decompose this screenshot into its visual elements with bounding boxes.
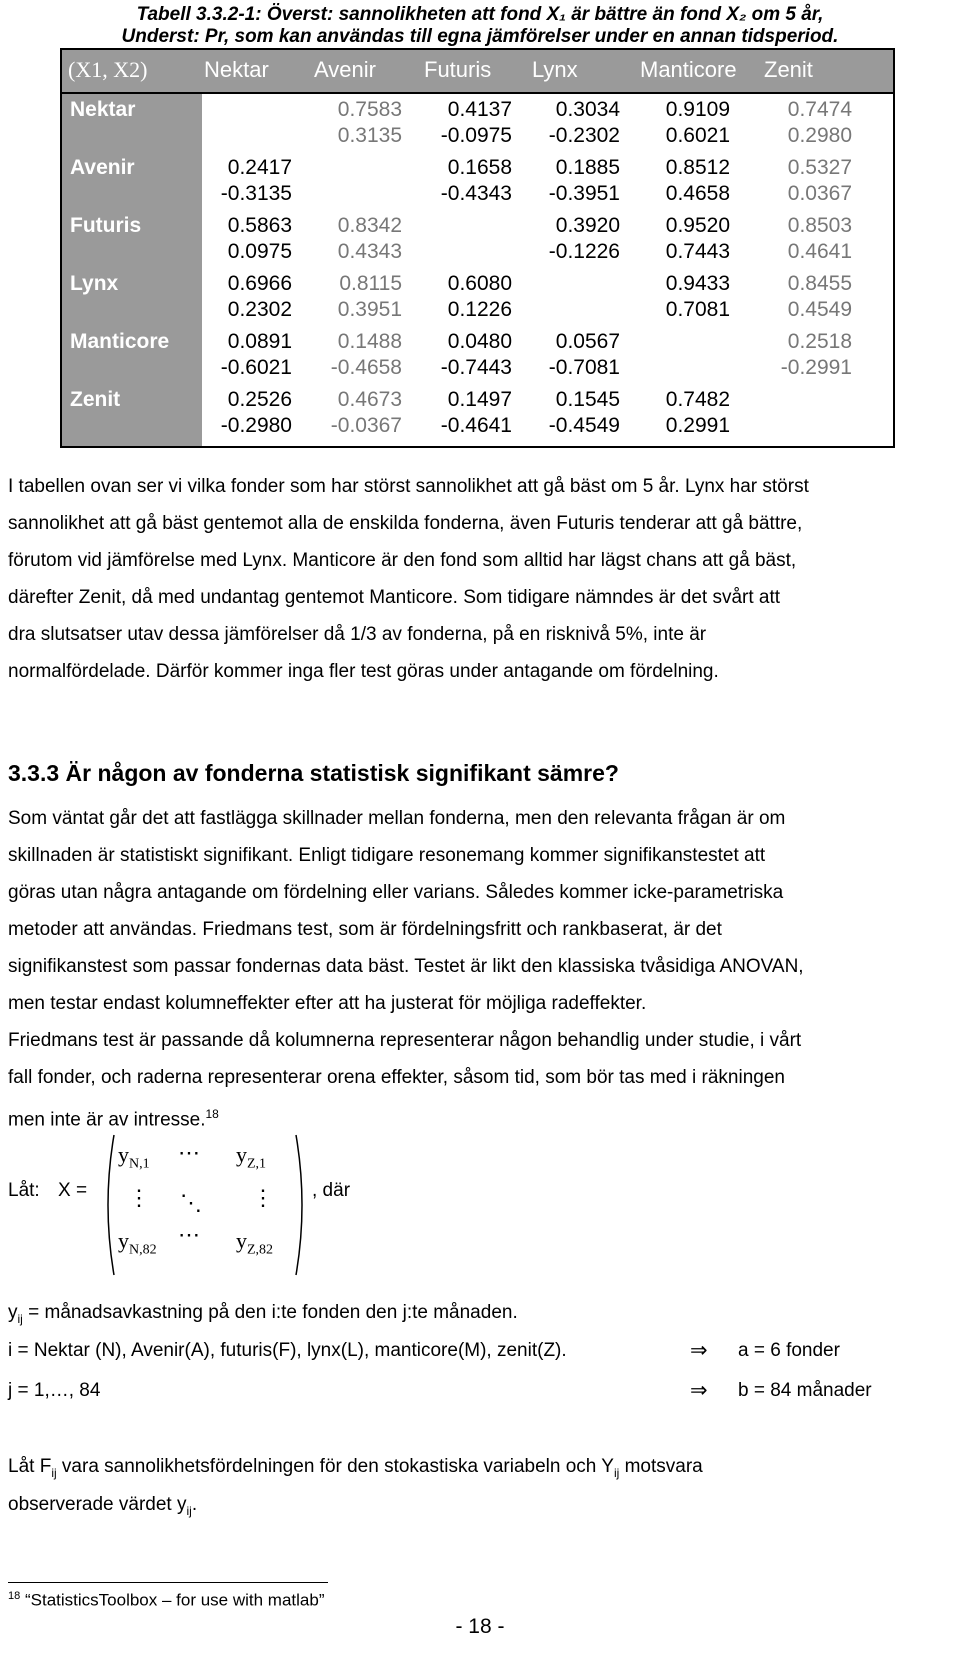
paragraph-3-line: men inte är av intresse.$^{18}$ <box>8 1107 219 1131</box>
probability-value: 0.1497 <box>447 388 512 411</box>
pr-value: -0.0367 <box>330 414 402 437</box>
paragraph-2-line: Som väntat går det att fastlägga skillnader mellan fonderna, men den relevanta frågan är om <box>8 808 786 829</box>
probability-value: 0.2526 <box>227 388 292 411</box>
header-zenit: Zenit <box>764 57 813 82</box>
pr-value: -0.4343 <box>440 182 512 205</box>
pr-value: 0.4658 <box>665 182 730 205</box>
probability-value: 0.8342 <box>337 214 402 237</box>
row-label: Avenir <box>70 156 135 179</box>
paragraph-2 <box>8 800 958 1138</box>
a-definition: a = 6 fonder <box>738 1340 840 1361</box>
probability-value: 0.9520 <box>665 214 730 237</box>
b-definition: b = 84 månader <box>738 1380 872 1401</box>
probability-value: 0.0480 <box>447 330 512 353</box>
probability-value: 0.1488 <box>337 330 402 353</box>
probability-value: 0.9109 <box>665 98 730 121</box>
pr-value: -0.1226 <box>548 240 620 263</box>
pr-value: 0.4343 <box>337 240 402 263</box>
matrix-entry-n1: $y_{N,1}$ <box>118 1142 150 1172</box>
paragraph-1-line: förutom vid jämförelse med Lynx. Manticore är den fond som alltid har lägst chans att gå bäst, <box>8 550 797 571</box>
header-corner: (X1, X2) <box>68 57 148 82</box>
header-avenir: Avenir <box>314 57 376 82</box>
probability-value: 0.1885 <box>555 156 620 179</box>
pr-value: 0.7081 <box>665 298 730 321</box>
pr-value: 0.3135 <box>337 124 402 147</box>
probability-value: 0.4673 <box>337 388 402 411</box>
paragraph-1-line: I tabellen ovan ser vi vilka fonder som har störst sannolikhet att gå bäst om 5 år. Lynx har störst <box>8 476 809 497</box>
svg-text:⋯: ⋯ <box>178 1140 200 1165</box>
pr-value: -0.4549 <box>548 414 620 437</box>
probability-value: 0.0567 <box>555 330 620 353</box>
header-manticore: Manticore <box>640 57 737 82</box>
paragraph-3-line: fall fonder, och raderna representerar orena effekter, såsom tid, som bör tas med i räkningen <box>8 1067 785 1088</box>
svg-text:⋱: ⋱ <box>180 1190 202 1215</box>
header-lynx: Lynx <box>532 57 578 82</box>
probability-value: 0.5327 <box>787 156 852 179</box>
pr-value: 0.2302 <box>227 298 292 321</box>
paragraph-2-line: metoder att användas. Friedmans test, som är fördelningsfritt och rankbaserat, är det <box>8 919 722 940</box>
caption-line-1: Tabell 3.3.2-1: Överst: sannolikheten att fond X₁ är bättre än fond X₂ om 5 år, <box>136 4 824 25</box>
pr-value: -0.4658 <box>330 356 402 379</box>
pr-value: -0.7081 <box>548 356 620 379</box>
header-futuris: Futuris <box>424 57 492 82</box>
page-number: - 18 - <box>455 1615 505 1638</box>
pr-value: -0.3951 <box>548 182 620 205</box>
row-label: Lynx <box>70 272 119 295</box>
pr-value: -0.6021 <box>220 356 292 379</box>
paragraph-2-line: göras utan några antagande om fördelning eller varians. Således kommer icke-parametriska <box>8 882 784 903</box>
table-header <box>62 50 893 94</box>
footnote: $^{18}$ “StatisticsToolbox – for use with matlab” <box>8 1590 325 1610</box>
paragraph-1-line: därefter Zenit, då med undantag gentemot Manticore. Som tidigare nämndes är det svårt att <box>8 587 781 608</box>
svg-text:⋮: ⋮ <box>128 1185 150 1210</box>
implies-icon: ⇒ <box>690 1379 708 1402</box>
probability-value: 0.7482 <box>665 388 730 411</box>
probability-table <box>60 48 895 448</box>
pr-value: -0.0975 <box>440 124 512 147</box>
row-label: Futuris <box>70 214 142 237</box>
probability-value: 0.8512 <box>665 156 730 179</box>
pr-value: 0.4549 <box>787 298 852 321</box>
probability-value: 0.7474 <box>787 98 852 121</box>
header-nektar: Nektar <box>204 57 269 82</box>
pr-value: 0.6021 <box>665 124 730 147</box>
paragraph-4-line-1: Låt $F_{ij}$ vara sannolikhetsfördelningen för den stokastiska variabeln och $Y_{ij}$ motsvara <box>8 1456 703 1480</box>
probability-value: 0.3920 <box>555 214 620 237</box>
table-caption <box>60 4 900 48</box>
svg-text:⋯: ⋯ <box>178 1222 200 1247</box>
probability-value: 0.9433 <box>665 272 730 295</box>
probability-value: 0.4137 <box>447 98 512 121</box>
pr-value: -0.3135 <box>220 182 292 205</box>
row-label: Manticore <box>70 330 170 353</box>
probability-value: 0.1545 <box>555 388 620 411</box>
matrix-definition <box>0 1130 960 1280</box>
row-label: Zenit <box>70 388 121 411</box>
footnote-ref[interactable]: 18 <box>205 1107 219 1121</box>
pr-value: 0.3951 <box>337 298 402 321</box>
pr-value: -0.4641 <box>440 414 512 437</box>
paragraph-1-line: dra slutsatser utav dessa jämförelser då 1/3 av fonderna, på en risknivå 5%, inte är <box>8 624 707 645</box>
x-equals: X = <box>58 1180 88 1201</box>
i-definition: i = Nektar (N), Avenir(A), futuris(F), lynx(L), manticore(M), zenit(Z). <box>8 1340 567 1361</box>
j-definition: j = 1,…, 84 <box>8 1380 101 1401</box>
pr-value: -0.7443 <box>440 356 512 379</box>
svg-text:⋮: ⋮ <box>252 1185 274 1210</box>
probability-value: 0.6966 <box>227 272 292 295</box>
probability-value: 0.8115 <box>339 272 402 295</box>
probability-value: 0.6080 <box>447 272 512 295</box>
pr-value: 0.2980 <box>787 124 852 147</box>
pr-value: 0.4641 <box>787 240 852 263</box>
footnote-divider <box>8 1582 328 1583</box>
probability-value: 0.7583 <box>337 98 402 121</box>
paragraph-4-line-2: observerade värdet $y_{ij}$. <box>8 1494 198 1518</box>
section-heading: 3.3.3 Är någon av fonderna statistisk signifikant sämre? <box>8 760 619 786</box>
pr-value: 0.0367 <box>787 182 852 205</box>
yij-definition: $y_{ij}$ = månadsavkastning på den i:te fonden den j:te månaden. <box>8 1302 518 1326</box>
probability-value: 0.5863 <box>227 214 292 237</box>
probability-value: 0.1658 <box>447 156 512 179</box>
pr-value: -0.2302 <box>548 124 620 147</box>
paragraph-2-line: men testar endast kolumneffekter efter att ha justerat för möjliga radeffekter. <box>8 993 647 1014</box>
probability-value: 0.2518 <box>787 330 852 353</box>
paragraph-1 <box>8 468 958 690</box>
paragraph-3-line: Friedmans test är passande då kolumnerna representerar någon behandlig under studie, i vårt <box>8 1030 802 1051</box>
matrix-entry-z82: $y_{Z,82}$ <box>236 1228 274 1258</box>
pr-value: 0.0975 <box>227 240 292 263</box>
table-body <box>62 94 893 446</box>
row-label: Nektar <box>70 98 136 121</box>
paragraph-2-line: skillnaden är statistiskt signifikant. Enligt tidigare resonemang kommer signifikanstestet att <box>8 845 766 866</box>
paragraph-1-line: sannolikhet att gå bäst gentemot alla de enskilda fonderna, även Futuris tenderar att gå bättre, <box>8 513 803 534</box>
probability-value: 0.0891 <box>227 330 292 353</box>
probability-value: 0.8455 <box>787 272 852 295</box>
pr-value: 0.1226 <box>447 298 512 321</box>
probability-value: 0.3034 <box>555 98 620 121</box>
paragraph-1-line: normalfördelade. Därför kommer inga fler test göras under antagande om fördelning. <box>8 661 719 682</box>
pr-value: -0.2980 <box>220 414 292 437</box>
probability-value: 0.8503 <box>787 214 852 237</box>
matrix-entry-z1: $y_{Z,1}$ <box>236 1142 267 1172</box>
probability-value: 0.2417 <box>227 156 292 179</box>
caption-line-2: Underst: Pr, som kan användas till egna jämförelser under en annan tidsperiod. <box>121 26 839 47</box>
dar-label: , där <box>312 1180 351 1201</box>
implies-icon: ⇒ <box>690 1339 708 1362</box>
pr-value: -0.2991 <box>780 356 852 379</box>
matrix-entry-n82: $y_{N,82}$ <box>118 1228 157 1258</box>
paragraph-2-line: signifikanstest som passar fondernas data bäst. Testet är likt den klassiska tvåsidiga ANOVAN, <box>8 956 804 977</box>
pr-value: 0.2991 <box>665 414 730 437</box>
lat-label: Låt: <box>8 1180 40 1201</box>
pr-value: 0.7443 <box>665 240 730 263</box>
